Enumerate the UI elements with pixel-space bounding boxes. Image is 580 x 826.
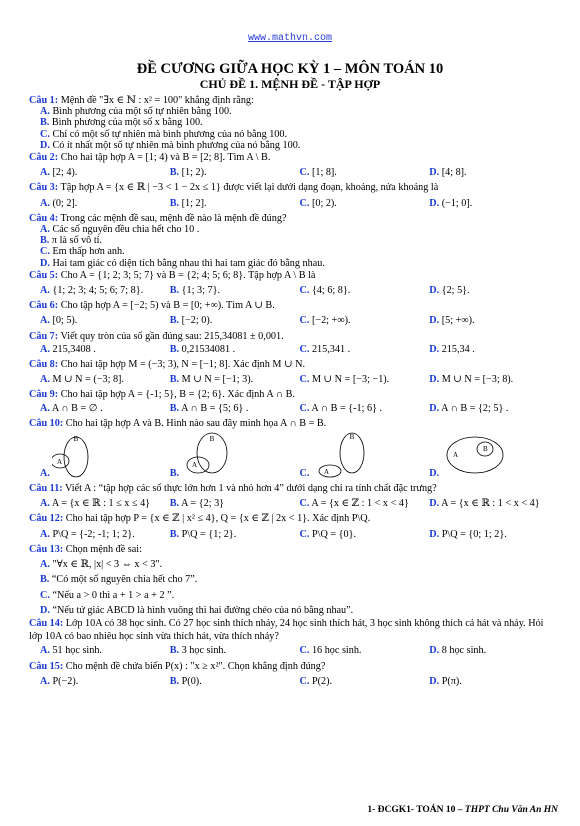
question-7: Câu 7: Viết quy tròn của số gần đúng sau: 215,34081 ± 0,001. xyxy=(29,330,284,342)
set-label: B xyxy=(483,445,488,454)
question-14: Câu 14: Lớp 10A có 38 học sinh. Có 27 học sinh thích nhảy, 24 học sinh thích hát, 3 học sinh không thích cả hát và nhảy. Hỏi lớp 10A có bao nhiêu học sinh vừa thích hát, vừa thích nhảy? xyxy=(29,617,544,642)
question-13: Câu 13: Chọn mệnh đề sai: xyxy=(29,543,142,555)
option: A. M ∪ N = (−3; 8]. xyxy=(40,374,124,386)
options-row xyxy=(29,646,559,656)
venn-diagram-c xyxy=(312,431,372,479)
set-label: A xyxy=(57,458,63,467)
option: A. 51 học sinh. xyxy=(40,645,102,657)
option: D. P\Q = {0; 1; 2}. xyxy=(429,528,507,540)
option: C. P\Q = {0}. xyxy=(299,528,357,540)
set-label: B xyxy=(73,435,79,444)
page-title: ĐỀ CƯƠNG GIỮA HỌC KỲ 1 – MÔN TOÁN 10 xyxy=(136,61,444,77)
option: B. π là số vô tỉ. xyxy=(40,235,103,247)
option: C. [−2; +∞). xyxy=(299,315,351,327)
option: B. P\Q = {1; 2}. xyxy=(169,528,237,540)
venn-diagram-b xyxy=(182,431,242,479)
option: C. 16 học sinh. xyxy=(299,645,362,657)
question-list xyxy=(29,94,559,687)
option: A. P(−2). xyxy=(40,675,79,687)
options-row xyxy=(29,677,559,687)
question-9: Câu 9: Cho hai tập hợp A = {-1; 5}, B = {2; 6}. Xác định A ∩ B. xyxy=(29,389,295,401)
option: C. M ∪ N = [−3; −1). xyxy=(299,374,390,386)
option: C. Chỉ có một số tự nhiên mà bình phương của nó bằng 100. xyxy=(40,128,288,140)
option: B. “Có một số nguyên chia hết cho 7”. xyxy=(40,574,198,586)
site-url[interactable]: www.mathvn.com xyxy=(247,33,332,44)
question-10: Câu 10: Cho hai tập hợp A và B. Hình nào sau đây minh họa A ∩ B = B. xyxy=(29,417,327,429)
options-row xyxy=(29,316,559,326)
option: D. Hai tam giác có diện tích bằng nhau thì hai tam giác đó bằng nhau. xyxy=(40,257,325,269)
venn-option-a: A. B A xyxy=(40,431,170,479)
option: D. [5; +∞). xyxy=(429,315,475,327)
set-label: A xyxy=(191,461,197,470)
options-row xyxy=(29,199,559,209)
option: A. [0; 5). xyxy=(40,315,78,327)
venn-options xyxy=(29,431,559,479)
option: C. P(2). xyxy=(299,675,333,687)
options-row xyxy=(29,404,559,414)
option: A. P\Q = {-2; -1; 1; 2}. xyxy=(40,528,135,540)
option: D. “Nếu tứ giác ABCD là hình vuông thì hai đường chéo của nó bằng nhau”. xyxy=(40,604,354,616)
options-row xyxy=(29,286,559,296)
option: A. (0; 2]. xyxy=(40,197,78,209)
set-label: B xyxy=(349,433,354,442)
option: B. [1; 2). xyxy=(169,167,207,179)
option: A. [2; 4). xyxy=(40,167,78,179)
option: D. 8 học sinh. xyxy=(429,645,487,657)
option: D. {2; 5}. xyxy=(429,285,470,297)
question-12: Câu 12: Cho hai tập hợp P = {x ∈ ℤ | x² ≤ 4}, Q = {x ∈ ℤ | 2x < 1}. Xác định P\Q. xyxy=(29,513,371,525)
option: C. 215,341 . xyxy=(299,343,351,355)
question-3: Câu 3: Tập hợp A = {x ∈ ℝ | −3 < 1 − 2x ≤ 1} được viết lại dưới dạng đoạn, khoảng, nửa khoảng là xyxy=(29,182,439,194)
options-row xyxy=(29,345,559,355)
option: C. [1; 8]. xyxy=(299,167,337,179)
page-footer: 1- ĐCGK1- TOÁN 10 – THPT Chu Văn An HN xyxy=(367,805,558,815)
question-1: Câu 1: Mệnh đề "∃x ∈ ℕ : x² = 100" khẳng định rằng: xyxy=(29,95,254,106)
option: A. A ∩ B = ∅ . xyxy=(40,402,103,414)
option: B. Bình phương của một số x bằng 100. xyxy=(40,117,203,129)
option: A. {1; 2; 3; 4; 5; 6; 7; 8}. xyxy=(40,285,144,297)
option: D. 215,34 . xyxy=(429,343,475,355)
option: D. M ∪ N = [−3; 8). xyxy=(429,374,514,386)
option: D. Có ít nhất một số tự nhiên mà bình phương của nó bằng 100. xyxy=(40,139,301,151)
option: C. {4; 6; 8}. xyxy=(299,285,351,297)
option: A. "∀x ∈ ℝ, |x| < 3 ⇔ x < 3". xyxy=(40,559,163,571)
option: C. “Nếu a > 0 thì a + 1 > a + 2 ”. xyxy=(40,589,175,601)
option: B. [1; 2]. xyxy=(169,197,207,209)
set-label: A xyxy=(323,468,329,477)
option: B. [−2; 0). xyxy=(169,315,213,327)
venn-option-d: D. B A xyxy=(429,431,559,479)
question-6: Câu 6: Cho tập hợp A = [−2; 5) và B = [0; +∞). Tìm A ∪ B. xyxy=(29,300,275,312)
venn-option-b: B. B A xyxy=(170,431,300,479)
question-8: Câu 8: Cho hai tập hợp M = (−3; 3), N = [−1; 8]. Xác định M ∪ N. xyxy=(29,359,306,371)
option: B. P(0). xyxy=(169,675,202,687)
option: C. A ∩ B = {-1; 6} . xyxy=(299,402,383,414)
option: C. A = {x ∈ ℤ : 1 < x < 4} xyxy=(299,498,409,510)
option: B. A ∩ B = {5; 6} . xyxy=(169,402,249,414)
option: B. {1; 3; 7}. xyxy=(169,285,221,297)
set-label: B xyxy=(209,435,215,444)
options-row xyxy=(29,375,559,385)
set-label: A xyxy=(453,451,459,460)
venn-diagram-d xyxy=(441,431,505,479)
question-2: Câu 2: Cho hai tập hợp A = [1; 4) và B = [2; 8]. Tìm A \ B. xyxy=(29,152,271,164)
options-row xyxy=(29,168,559,178)
venn-option-c: C. B A xyxy=(300,431,430,479)
option: A. Các số nguyên đều chia hết cho 10 . xyxy=(40,224,200,236)
question-15: Câu 15: Cho mệnh đề chứa biến P(x) : "x ≥ x²". Chọn khẳng định đúng? xyxy=(29,660,326,672)
options-row xyxy=(29,530,559,540)
option: D. (−1; 0]. xyxy=(429,197,473,209)
option: C. Em thấp hơn anh. xyxy=(40,246,125,258)
option: D. P(π). xyxy=(429,675,462,687)
option: B. M ∪ N = [−1; 3). xyxy=(169,374,254,386)
options-row xyxy=(29,499,559,509)
option: A. 215,3408 . xyxy=(40,343,96,355)
question-11: Câu 11: Viết A : “tập hợp các số thực lớn hơn 1 và nhỏ hơn 4” dưới dạng chỉ ra tính chất đặc trưng? xyxy=(29,483,437,495)
option: A. A = {x ∈ ℝ : 1 ≤ x ≤ 4} xyxy=(40,498,151,510)
question-5: Câu 5: Cho A = {1; 2; 3; 5; 7} và B = {2; 4; 5; 6; 8}. Tập hợp A \ B là xyxy=(29,269,316,281)
option: D. [4; 8]. xyxy=(429,167,467,179)
page-subtitle: CHỦ ĐỀ 1. MỆNH ĐỀ - TẬP HỢP xyxy=(199,77,381,91)
option: C. [0; 2). xyxy=(299,197,337,209)
question-4: Câu 4: Trong các mệnh đề sau, mệnh đề nào là mệnh đề đúng? xyxy=(29,212,287,224)
option: B. A = {2; 3} xyxy=(169,498,225,510)
option: B. 3 học sinh. xyxy=(169,645,227,657)
option: A. Bình phương của một số tự nhiên bằng 100. xyxy=(40,106,232,118)
option: D. A ∩ B = {2; 5} . xyxy=(429,402,509,414)
venn-diagram-a xyxy=(52,431,112,479)
option: B. 0,21534081 . xyxy=(169,343,236,355)
option: D. A = {x ∈ ℝ : 1 < x < 4} xyxy=(429,498,540,510)
